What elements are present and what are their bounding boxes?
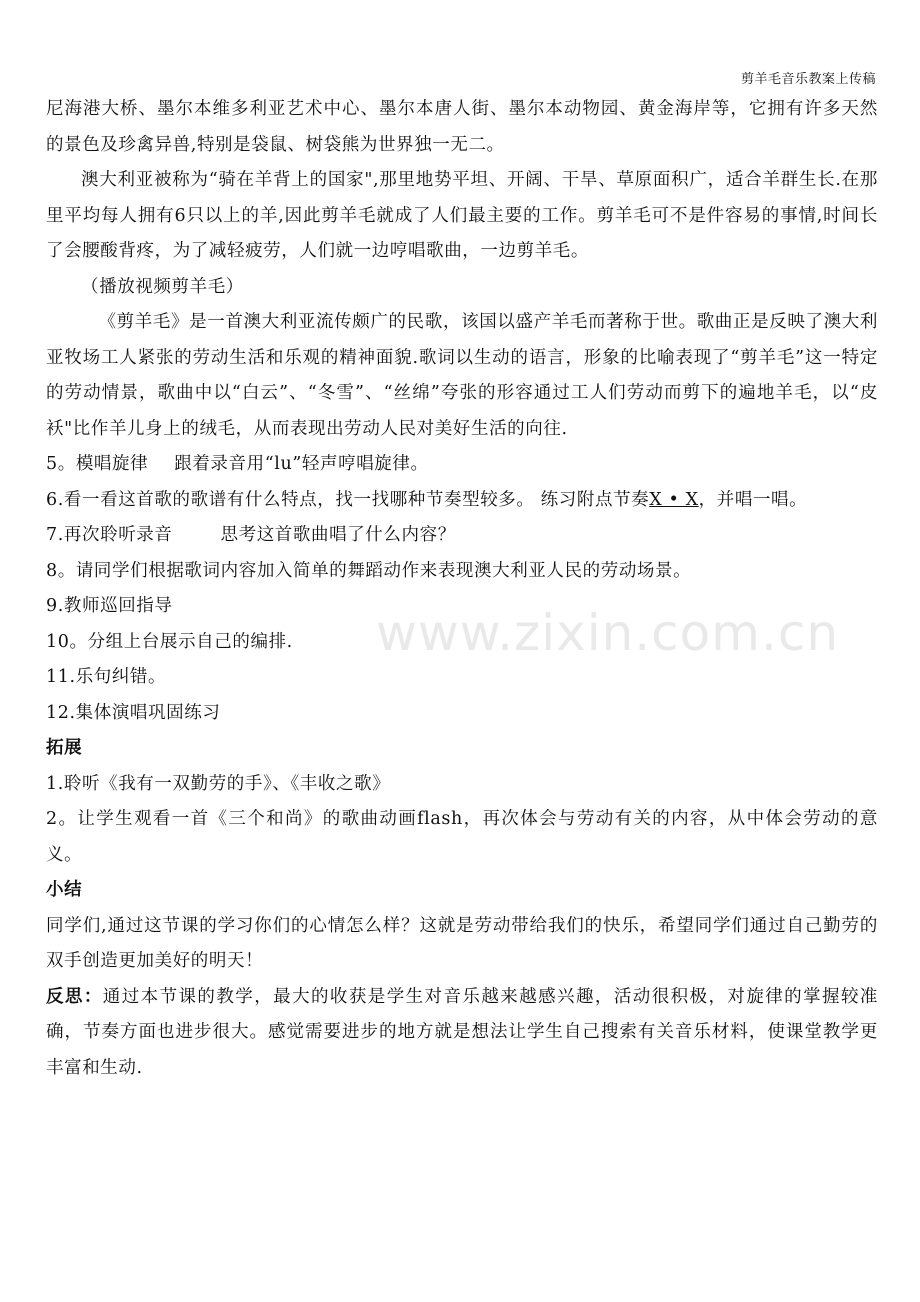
step-7 (46, 518, 878, 554)
paragraph-song-intro: 《剪羊毛》是一首澳大利亚流传颇广的民歌，该国以盛产羊毛而著称于世。歌曲正是反映了澳大利亚牧场工人紧张的劳动生活和乐观的精神面貌.歌词以生动的语言，形象的比喻表现了“剪羊毛”这一特定的劳动情景，歌曲中以“白云”、“冬雪”、“丝绵”夸张的形容通过工人们劳动而剪下的遍地羊毛，以“皮袄"比作羊儿身上的绒毛，从而表现出劳动人民对美好生活的向往. (46, 312, 878, 439)
step-6-text: 6.看一看这首歌的歌谱有什么特点，找一找哪种节奏型较多。 练习附点节奏 (46, 489, 650, 510)
rhythm-notation: X • X (649, 489, 699, 510)
step-11: 11.乐句纠错。 (46, 667, 167, 687)
step-5-title: 5。模唱旋律 (46, 454, 149, 474)
step-7-text: 思考这首歌曲唱了什么内容？ (220, 525, 456, 545)
paragraph-sheep-country: 澳大利亚被称为“骑在羊背上的国家",那里地势平坦、开阔、干旱、草原面积广，适合羊群生长.在那里平均每人拥有6只以上的羊,因此剪羊毛就成了人们最主要的工作。剪羊毛可不是件容易的事情,时间长了会腰酸背疼，为了减轻疲劳，人们就一边哼唱歌曲，一边剪羊毛。 (46, 170, 878, 261)
reflection (46, 980, 878, 1087)
step-5-text: 跟着录音用“lu”轻声哼唱旋律。 (174, 454, 429, 474)
step-6 (46, 483, 878, 519)
step-8: 8。请同学们根据歌词内容加入简单的舞蹈动作来表现澳大利亚人民的劳动场景。 (46, 560, 692, 581)
document-header-title: 剪羊毛音乐教案上传稿 (740, 72, 876, 87)
step-5 (46, 447, 878, 483)
extension-item-1: 1.聆听《我有一双勤劳的手》、《丰收之歌》 (46, 773, 391, 794)
section-heading-extension: 拓展 (46, 738, 83, 758)
paragraph-attractions: 尼海港大桥、墨尔本维多利亚艺术中心、墨尔本唐人街、墨尔本动物园、黄金海岸等，它拥有许多天然的景色及珍禽异兽,特别是袋鼠、树袋熊为世界独一无二。 (46, 99, 878, 155)
watermark: www.zixin.com.cn (376, 604, 840, 662)
document-body (46, 92, 878, 1086)
step-6-text-end: ，并唱一唱。 (698, 489, 808, 510)
reflection-label: 反思： (46, 986, 103, 1007)
section-heading-summary: 小结 (46, 880, 83, 900)
reflection-text: 通过本节课的教学，最大的收获是学生对音乐越来越感兴趣，活动很积极，对旋律的掌握较准确，节奏方面也进步很大。感觉需要进步的地方就是想法让学生自己搜索有关音乐材料，使课堂教学更丰富和生动. (46, 986, 878, 1078)
step-7-title: 7.再次聆听录音 (46, 525, 173, 545)
step-10: 10。分组上台展示自己的编排. (46, 631, 293, 652)
summary-text: 同学们,通过这节课的学习你们的心情怎么样？这就是劳动带给我们的快乐，希望同学们通过自己勤劳的双手创造更加美好的明天！ (46, 915, 878, 971)
paragraph-play-video: （播放视频剪羊毛） (81, 276, 244, 297)
extension-item-2: 2。让学生观看一首《三个和尚》的歌曲动画flash，再次体会与劳动有关的内容，从中体会劳动的意义。 (46, 809, 878, 865)
step-12: 12.集体演唱巩固练习 (46, 702, 221, 723)
step-9: 9.教师巡回指导 (46, 596, 173, 616)
